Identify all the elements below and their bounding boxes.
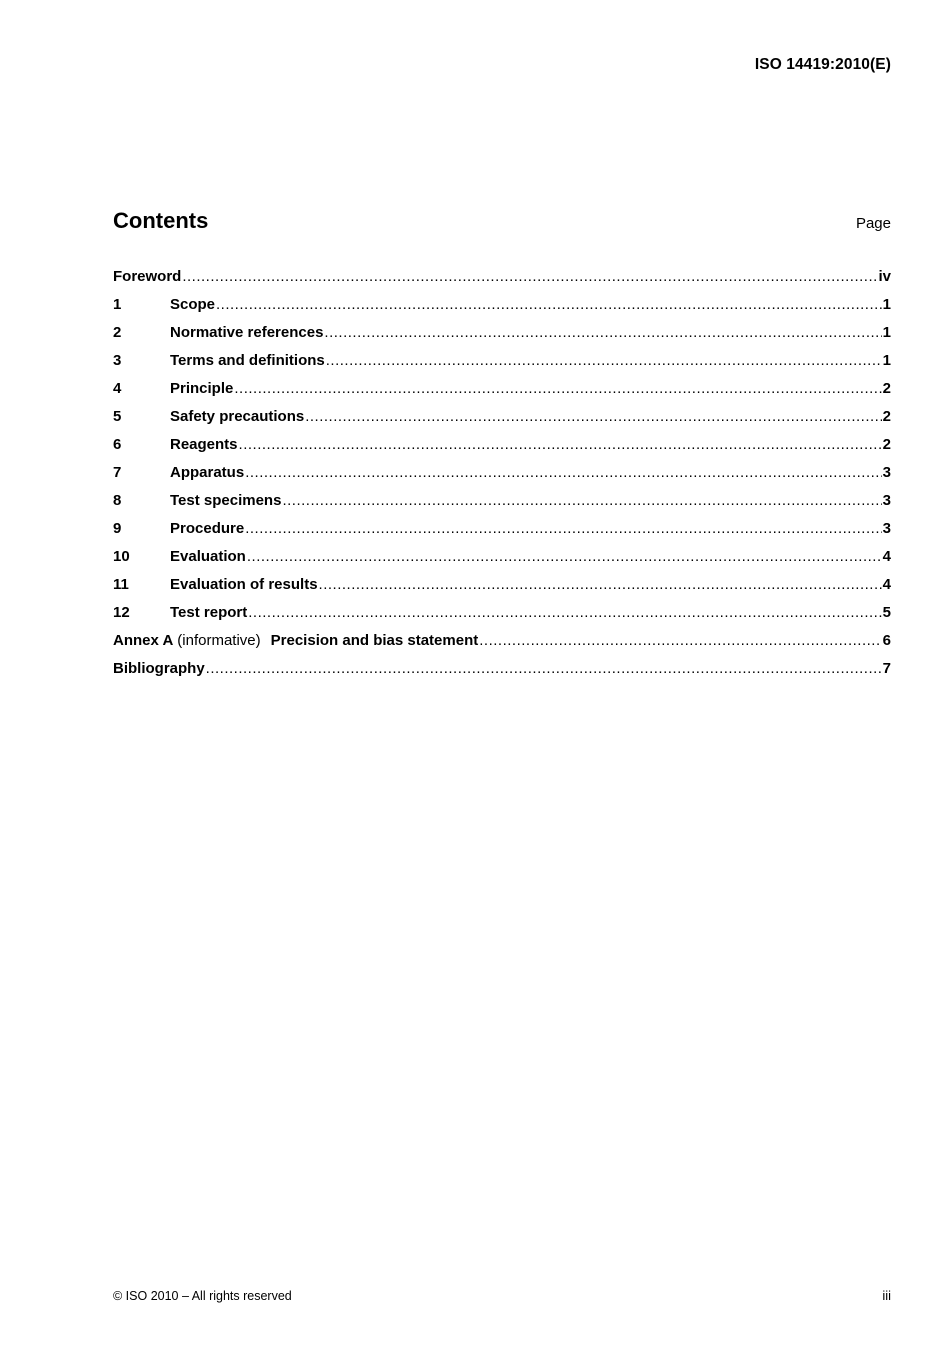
toc-entry-apparatus[interactable]: [113, 464, 891, 492]
toc-entry-title: Test report: [170, 604, 248, 621]
toc-entry-bibliography[interactable]: [113, 660, 891, 688]
toc-entry-safety-precautions[interactable]: [113, 408, 891, 436]
toc-entry-page: 5: [882, 604, 891, 621]
toc-entry-number: 7: [113, 464, 122, 481]
toc-leader-dots: [305, 408, 881, 425]
document-id: ISO 14419:2010(E): [754, 56, 891, 73]
toc-leader-dots: [282, 492, 881, 509]
toc-entry-title: Test specimens: [170, 492, 282, 509]
toc-entry-number: 1: [113, 296, 122, 313]
toc-entry-foreword[interactable]: [113, 268, 891, 296]
page-column-label: Page: [855, 215, 891, 232]
toc-leader-dots: [239, 436, 882, 453]
toc-leader-dots: [234, 380, 881, 397]
toc-entry-number: 8: [113, 492, 122, 509]
toc-entry-title: Procedure: [170, 520, 245, 537]
toc-entry-page: iv: [878, 268, 891, 285]
toc-entry-principle[interactable]: [113, 380, 891, 408]
toc-entry-number: 2: [113, 324, 122, 341]
toc-entry-test-report[interactable]: [113, 604, 891, 632]
toc-entry-number: 11: [113, 576, 129, 593]
toc-entry-page: 4: [882, 576, 891, 593]
toc-entry-number: 5: [113, 408, 122, 425]
toc-entry-page: 7: [882, 660, 891, 677]
toc-entry-normative-references[interactable]: [113, 324, 891, 352]
toc-entry-title: Apparatus: [170, 464, 245, 481]
toc-leader-dots: [326, 352, 882, 369]
contents-title: Contents: [113, 208, 209, 233]
toc-entry-annex-a[interactable]: [113, 632, 891, 660]
contents-header: [113, 208, 891, 238]
toc-entry-number: 10: [113, 548, 130, 565]
toc-leader-dots: [248, 604, 881, 621]
toc-leader-dots: [479, 632, 881, 649]
toc-leader-dots: [324, 324, 881, 341]
toc-entry-page: 1: [882, 352, 891, 369]
footer-copyright: © ISO 2010 – All rights reserved: [113, 1289, 292, 1303]
toc-entry-title: Evaluation of results: [170, 576, 318, 593]
toc-leader-dots: [319, 576, 882, 593]
toc-entry-evaluation-of-results[interactable]: [113, 576, 891, 604]
toc-entry-title: Foreword: [113, 268, 182, 285]
toc-leader-dots: [206, 660, 882, 677]
toc-entry-page: 2: [882, 436, 891, 453]
footer-page-number: iii: [882, 1288, 891, 1303]
toc-entry-terms-and-definitions[interactable]: [113, 352, 891, 380]
toc-leader-dots: [247, 548, 882, 565]
toc-leader-dots: [216, 296, 882, 313]
toc-entry-reagents[interactable]: [113, 436, 891, 464]
toc-entry-page: 3: [882, 464, 891, 481]
toc-entry-page: 2: [882, 380, 891, 397]
toc-entry-page: 1: [882, 324, 891, 341]
toc-entry-evaluation[interactable]: [113, 548, 891, 576]
toc-entry-title: Precision and bias statement: [270, 632, 479, 649]
toc-entry-title: Terms and definitions: [170, 352, 325, 369]
toc-entry-title: Evaluation: [170, 548, 246, 565]
toc-entry-title: Principle: [170, 380, 234, 397]
toc-entry-scope[interactable]: [113, 296, 891, 324]
toc-entry-title: Safety precautions: [170, 408, 305, 425]
toc-entry-page: 2: [882, 408, 891, 425]
toc-entry-procedure[interactable]: [113, 520, 891, 548]
toc-entry-number: 4: [113, 380, 122, 397]
table-of-contents: [113, 268, 891, 688]
toc-entry-title: Normative references: [170, 324, 324, 341]
toc-entry-page: 3: [882, 492, 891, 509]
toc-entry-title: Bibliography: [113, 660, 205, 677]
toc-entry-number: 12: [113, 604, 130, 621]
toc-annex-label: Annex A: [113, 632, 174, 649]
toc-annex-qualifier: (informative): [177, 632, 261, 649]
toc-leader-dots: [245, 464, 881, 481]
toc-entry-number: 3: [113, 352, 122, 369]
toc-entry-page: 6: [882, 632, 891, 649]
toc-entry-title: Reagents: [170, 436, 238, 453]
toc-entry-title: Scope: [170, 296, 216, 313]
toc-entry-number: 6: [113, 436, 122, 453]
toc-entry-test-specimens[interactable]: [113, 492, 891, 520]
toc-leader-dots: [245, 520, 881, 537]
toc-leader-dots: [182, 268, 877, 285]
toc-entry-page: 4: [882, 548, 891, 565]
toc-entry-page: 1: [882, 296, 891, 313]
toc-entry-page: 3: [882, 520, 891, 537]
toc-entry-number: 9: [113, 520, 122, 537]
